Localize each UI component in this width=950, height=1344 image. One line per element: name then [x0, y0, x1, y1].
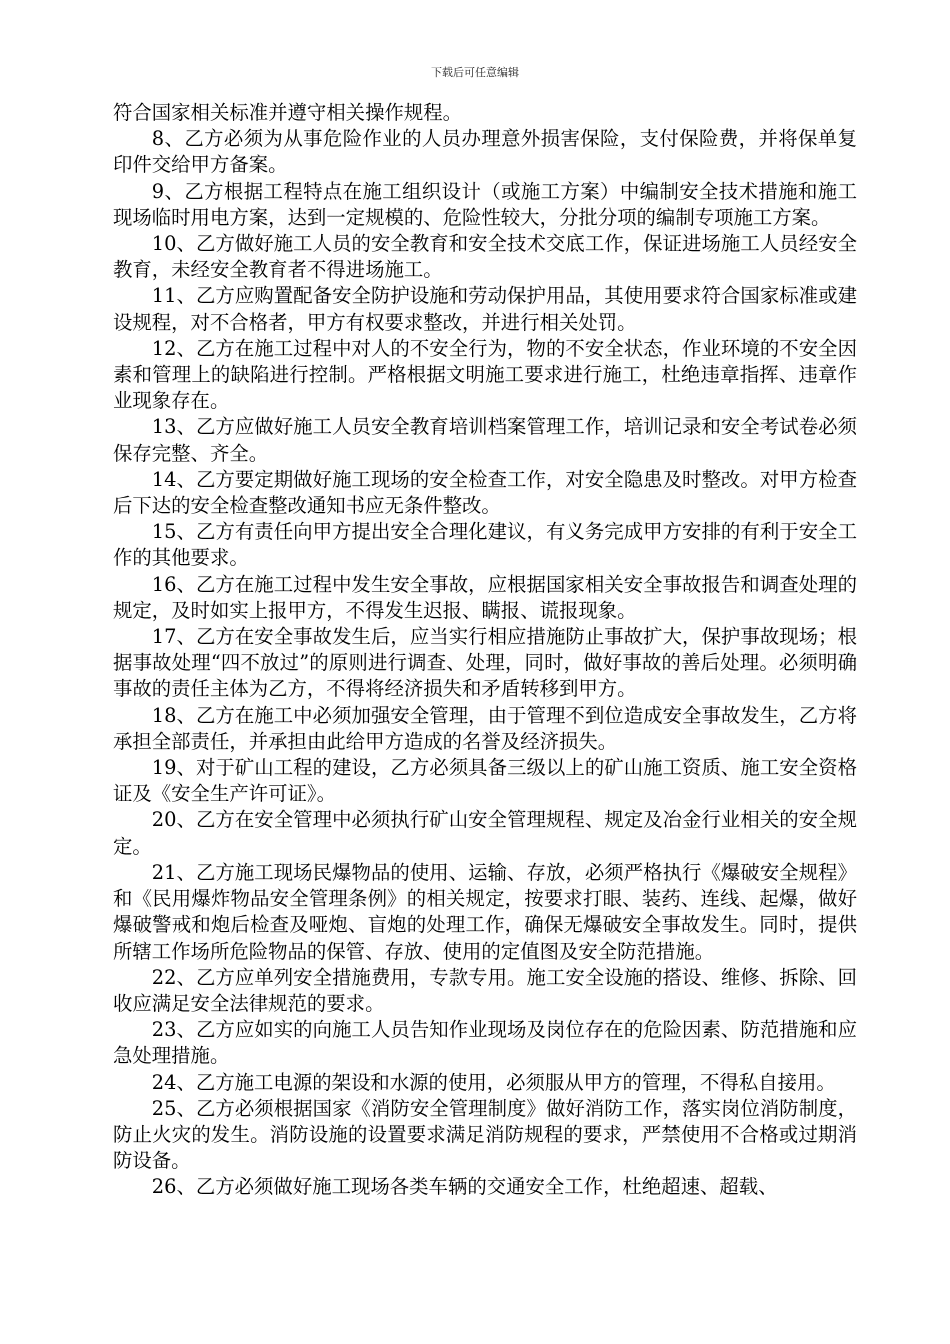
paragraph-item-18: 18、乙方在施工中必须加强安全管理，由于管理不到位造成安全事故发生，乙方将承担全部责任，并承担由此给甲方造成的名誉及经济损失。: [113, 703, 857, 753]
paragraph-item-13: 13、乙方应做好施工人员安全教育培训档案管理工作，培训记录和安全考试卷必须保存完整、齐全。: [113, 415, 857, 465]
document-body: [113, 100, 857, 1201]
paragraph-item-15: 15、乙方有责任向甲方提出安全合理化建议，有义务完成甲方安排的有利于安全工作的其他要求。: [113, 520, 857, 570]
paragraph-item-19: 19、对于矿山工程的建设，乙方必须具备三级以上的矿山施工资质、施工安全资格证及《安全生产许可证》。: [113, 756, 857, 806]
paragraph-item-24: 24、乙方施工电源的架设和水源的使用，必须服从甲方的管理，不得私自接用。: [151, 1070, 836, 1094]
paragraph-item-8: 8、乙方必须为从事危险作业的人员办理意外损害保险，支付保险费，并将保单复印件交给甲方备案。: [113, 127, 857, 177]
paragraph-item-21: 21、乙方施工现场民爆物品的使用、运输、存放，必须严格执行《爆破安全规程》和《民用爆炸物品安全管理条例》的相关规定，按要求打眼、装药、连线、起爆，做好爆破警戒和炮后检查及哑炮、盲炮的处理工作，确保无爆破安全事故发生。同时，提供所辖工作场所危险物品的保管、存放、使用的定值图及安全防范措施。: [113, 860, 857, 963]
paragraph-item-11: 11、乙方应购置配备安全防护设施和劳动保护用品，其使用要求符合国家标准或建设规程，对不合格者，甲方有权要求整改，并进行相关处罚。: [113, 284, 857, 334]
paragraph-item-12: 12、乙方在施工过程中对人的不安全行为，物的不安全状态，作业环境的不安全因素和管理上的缺陷进行控制。严格根据文明施工要求进行施工，杜绝违章指挥、违章作业现象存在。: [113, 336, 857, 413]
paragraph-item-16: 16、乙方在施工过程中发生安全事故，应根据国家相关安全事故报告和调查处理的规定，及时如实上报甲方，不得发生迟报、瞒报、谎报现象。: [113, 572, 857, 622]
paragraph-item-26: 26、乙方必须做好施工现场各类车辆的交通安全工作，杜绝超速、超载、: [151, 1175, 778, 1199]
paragraph-item-25: 25、乙方必须根据国家《消防安全管理制度》做好消防工作，落实岗位消防制度，防止火灾的发生。消防设施的设置要求满足消防规程的要求，严禁使用不合格或过期消防设备。: [113, 1096, 857, 1173]
paragraph-continuation: 符合国家相关标准并遵守相关操作规程。: [113, 101, 463, 124]
paragraph-item-23: 23、乙方应如实的向施工人员告知作业现场及岗位存在的危险因素、防范措施和应急处理措施。: [113, 1018, 857, 1068]
paragraph-item-20: 20、乙方在安全管理中必须执行矿山安全管理规程、规定及冶金行业相关的安全规定。: [113, 808, 857, 858]
paragraph-item-17: 17、乙方在安全事故发生后，应当实行相应措施防止事故扩大，保护事故现场；根据事故处理“四不放过”的原则进行调查、处理，同时，做好事故的善后处理。必须明确事故的责任主体为乙方，不得将经济损失和矛盾转移到甲方。: [113, 625, 857, 701]
paragraph-item-14: 14、乙方要定期做好施工现场的安全检查工作，对安全隐患及时整改。对甲方检查后下达的安全检查整改通知书应无条件整改。: [113, 467, 857, 518]
paragraph-item-22: 22、乙方应单列安全措施费用，专款专用。施工安全设施的搭设、维修、拆除、回收应满足安全法律规范的要求。: [113, 965, 857, 1015]
paragraph-item-9: 9、乙方根据工程特点在施工组织设计（或施工方案）中编制安全技术措施和施工现场临时用电方案，达到一定规模的、危险性较大，分批分项的编制专项施工方案。: [113, 179, 857, 229]
page-header: 下载后可任意编辑: [431, 66, 519, 79]
paragraph-item-10: 10、乙方做好施工人员的安全教育和安全技术交底工作，保证进场施工人员经安全教育，未经安全教育者不得进场施工。: [113, 232, 857, 282]
